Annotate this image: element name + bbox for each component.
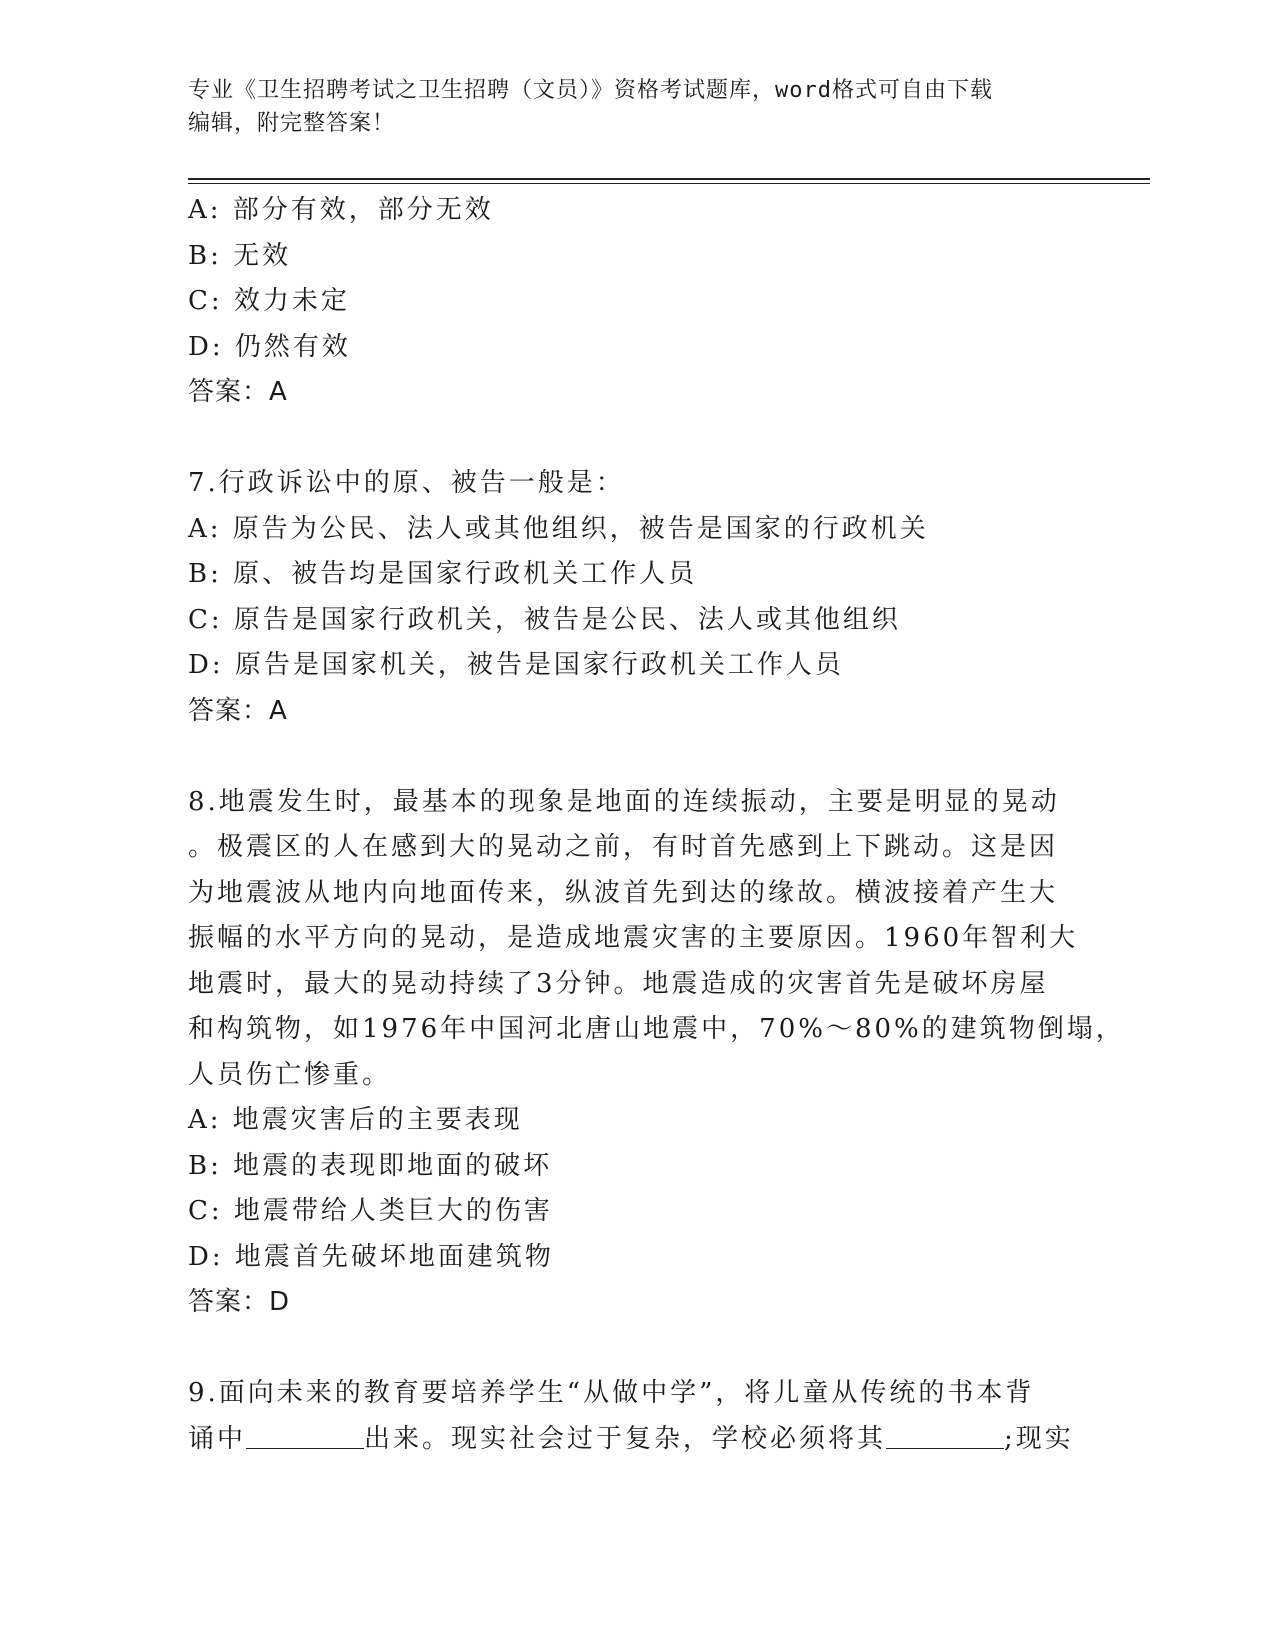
question-stem-line (188, 1417, 1088, 1463)
question-stem-line: 为地震波从地内向地面传来，纵波首先到达的缘故。横波接着产生大 (188, 877, 1059, 908)
document-header (188, 74, 1088, 140)
header-line-1: 专业《卫生招聘考试之卫生招聘（文员）》资格考试题库，word格式可自由下载 (188, 78, 993, 103)
question-stem-line: 和构筑物，如1976年中国河北唐山地震中，70%～80%的建筑物倒塌， (188, 1014, 1125, 1044)
option-d: D: 地震首先破坏地面建筑物 (188, 1241, 554, 1272)
question-stem: 7.行政诉讼中的原、被告一般是： (188, 468, 625, 498)
option-c: C: 效力未定 (188, 286, 350, 316)
header-line-2: 编辑，附完整答案！ (188, 111, 396, 136)
spacer (188, 734, 1088, 780)
option-b: B: 原、被告均是国家行政机关工作人员 (188, 559, 698, 589)
option-a: A: 部分有效，部分无效 (188, 195, 494, 225)
spacer (188, 1326, 1088, 1372)
answer-label: 答案：D (188, 1287, 291, 1317)
option-a: A: 地震灾害后的主要表现 (188, 1105, 523, 1135)
question-stem-line: 地震时，最大的晃动持续了3分钟。地震造成的灾害首先是破坏房屋 (188, 968, 1049, 999)
stem-text: 出来。现实社会过于复杂，学校必须将其 (364, 1423, 887, 1454)
question-stem-line: 。极震区的人在感到大的晃动之前，有时首先感到上下跳动。这是因 (188, 832, 1059, 862)
header-rule-thin (188, 183, 1150, 184)
option-c: C: 地震带给人类巨大的伤害 (188, 1196, 553, 1226)
option-d: D: 仍然有效 (188, 331, 351, 362)
fill-blank (246, 1418, 364, 1449)
question-8 (188, 780, 1125, 1326)
question-stem-line: 振幅的水平方向的晃动，是造成地震灾害的主要原因。1960年智利大 (188, 923, 1079, 953)
option-a: A: 原告为公民、法人或其他组织，被告是国家的行政机关 (188, 513, 929, 544)
question-content (188, 188, 1125, 1462)
option-d: D: 原告是国家机关，被告是国家行政机关工作人员 (188, 650, 844, 680)
header-rule-thick (188, 178, 1150, 180)
question-stem-line: 8.地震发生时，最基本的现象是地面的连续振动，主要是明显的晃动 (188, 786, 1060, 817)
question-6 (188, 188, 1088, 416)
question-9 (188, 1371, 1088, 1462)
question-7 (188, 461, 1088, 734)
fill-blank (886, 1418, 1004, 1449)
stem-text: ;现实 (1004, 1423, 1074, 1454)
option-c: C: 原告是国家行政机关，被告是公民、法人或其他组织 (188, 604, 901, 635)
question-stem-line: 9.面向未来的教育要培养学生“从做中学”，将儿童从传统的书本背 (188, 1378, 1035, 1408)
question-stem-line: 人员伤亡惨重。 (188, 1059, 392, 1090)
spacer (188, 416, 1088, 462)
option-b: B: 无效 (188, 240, 292, 271)
answer-label: 答案：A (188, 377, 288, 407)
option-b: B: 地震的表现即地面的破坏 (188, 1150, 553, 1181)
answer-label: 答案：A (188, 695, 288, 726)
stem-text: 诵中 (188, 1423, 247, 1454)
